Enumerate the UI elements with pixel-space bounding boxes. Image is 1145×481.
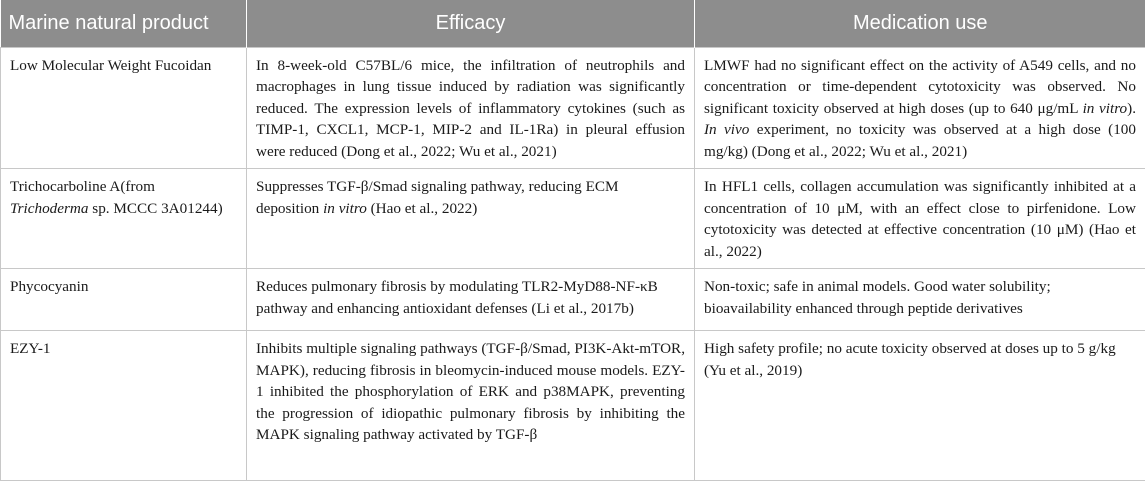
- cell-medication-use: High safety profile; no acute toxicity observed at doses up to 5 g/kg (Yu et al., 2019): [695, 331, 1145, 481]
- cell-product: Low Molecular Weight Fucoidan: [1, 47, 247, 169]
- italic-segment: Trichoderma: [10, 200, 88, 217]
- cell-product: Phycocyanin: [1, 269, 247, 331]
- italic-segment: In vivo: [704, 121, 749, 138]
- cell-efficacy: Reduces pulmonary fibrosis by modulating TLR2-MyD88-NF-κB pathway and enhancing antioxidant defenses (Li et al., 2017b): [247, 269, 695, 331]
- text-segment: Trichocarboline A(from: [10, 178, 155, 195]
- table-row: [1, 269, 1145, 331]
- cell-efficacy: Inhibits multiple signaling pathways (TGF-β/Smad, PI3K-Akt-mTOR, MAPK), reducing fibrosis in bleomycin-induced mouse models. EZY-1 inhibited the phosphorylation of ERK and p38MAPK, preventing the progression of idiopathic pulmonary fibrosis by inhibiting the MAPK signaling pathway activated by TGF-β: [247, 331, 695, 481]
- cell-medication-use: In HFL1 cells, collagen accumulation was significantly inhibited at a concentration of 10 μM, with an effect close to pirfenidone. Low cytotoxicity was detected at effective concentration (10 μM) (Hao et al., 2022): [695, 169, 1145, 269]
- text-segment: Suppresses TGF-β/Smad signaling pathway, reducing ECM deposition: [256, 178, 619, 217]
- italic-segment: in vitro: [323, 200, 367, 217]
- cell-medication-use: [695, 47, 1145, 169]
- cell-product: [1, 169, 247, 269]
- text-segment: sp. MCCC 3A01244): [88, 200, 222, 217]
- cell-efficacy: [247, 169, 695, 269]
- header-efficacy: Efficacy: [247, 0, 695, 47]
- table-row: [1, 169, 1145, 269]
- text-segment: LMWF had no significant effect on the activity of A549 cells, and no concentration or time-dependent cytotoxicity was observed. No significant toxicity observed at high doses (up to 640 μg/mL: [704, 57, 1136, 117]
- text-segment: (Hao et al., 2022): [367, 200, 478, 217]
- table-row: [1, 47, 1145, 169]
- header-row: [1, 0, 1145, 47]
- cell-efficacy: In 8-week-old C57BL/6 mice, the infiltration of neutrophils and macrophages in lung tissue induced by radiation was significantly reduced. The expression levels of inflammatory cytokines (such as TIMP-1, CXCL1, MCP-1, MIP-2 and IL-1Ra) in pleural effusion were reduced (Dong et al., 2022; Wu et al., 2021): [247, 47, 695, 169]
- text-segment: ).: [1127, 100, 1136, 117]
- header-medication-use: Medication use: [695, 0, 1145, 47]
- header-product: Marine natural product: [1, 0, 247, 47]
- table-row: [1, 331, 1145, 481]
- cell-product: EZY-1: [1, 331, 247, 481]
- text-segment: experiment, no toxicity was observed at a high dose (100 mg/kg) (Dong et al., 2022; Wu et al., 2021): [704, 121, 1136, 160]
- italic-segment: in vitro: [1083, 100, 1128, 117]
- cell-medication-use: Non-toxic; safe in animal models. Good water solubility; bioavailability enhanced through peptide derivatives: [695, 269, 1145, 331]
